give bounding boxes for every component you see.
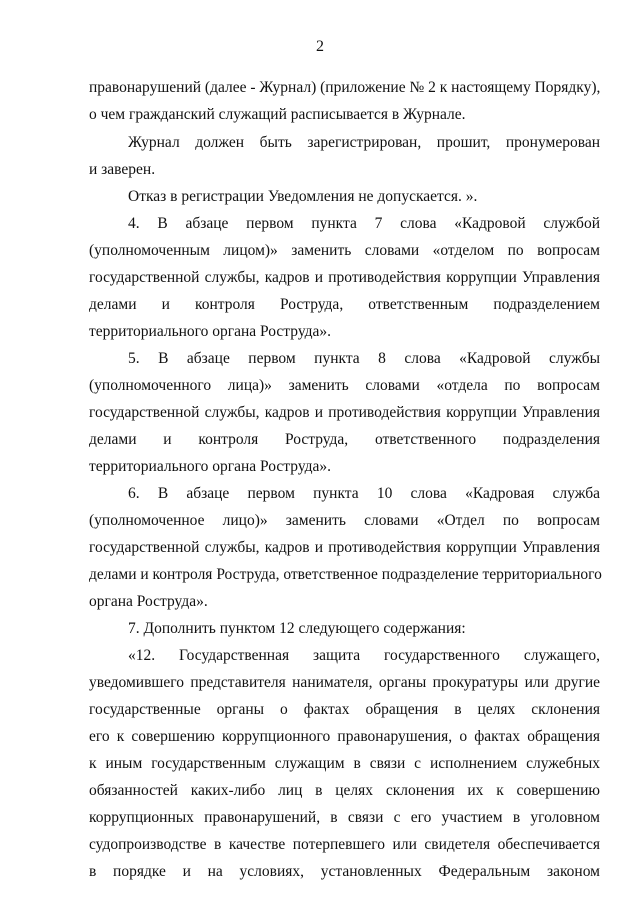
text-line: делами и контроля Роструда, ответственного подразделения <box>89 431 600 448</box>
text-line: 7. Дополнить пунктом 12 следующего содержания: <box>128 620 466 637</box>
text-line: судопроизводстве в качестве потерпевшего или свидетеля обеспечивается <box>89 836 600 853</box>
text-line: государственные органы о фактах обращения в целях склонения <box>89 701 600 718</box>
text-line: делами и контроля Роструда, ответственным подразделением <box>89 296 600 313</box>
page-number: 2 <box>316 38 324 55</box>
text-line: уведомившего представителя нанимателя, органы прокуратуры или другие <box>89 674 600 691</box>
text-line: Журнал должен быть зарегистрирован, прошит, пронумерован <box>128 134 600 151</box>
text-line: территориального органа Роструда». <box>89 323 331 340</box>
text-line: делами и контроля Роструда, ответственное подразделение территориального <box>89 566 602 583</box>
text-line: Отказ в регистрации Уведомления не допускается. ». <box>128 188 478 205</box>
text-line: 6. В абзаце первом пункта 10 слова «Кадровая служба <box>128 485 600 502</box>
text-line: «12. Государственная защита государственного служащего, <box>128 647 600 664</box>
text-line: государственной службы, кадров и противодействия коррупции Управления <box>89 269 600 286</box>
text-line: и заверен. <box>89 161 156 178</box>
text-line: (уполномоченным лицом)» заменить словами «отделом по вопросам <box>89 242 600 259</box>
text-line: государственной службы, кадров и противодействия коррупции Управления <box>89 539 600 556</box>
text-line: государственной службы, кадров и противодействия коррупции Управления <box>89 404 600 421</box>
text-line: органа Роструда». <box>89 593 208 610</box>
text-line: обязанностей каких-либо лиц в целях склонения их к совершению <box>89 782 600 799</box>
text-line: территориального органа Роструда». <box>89 458 331 475</box>
text-line: 4. В абзаце первом пункта 7 слова «Кадровой службой <box>128 215 600 232</box>
text-line: (уполномоченное лицо)» заменить словами «Отдел по вопросам <box>89 512 600 529</box>
text-line: правонарушений (далее - Журнал) (приложение № 2 к настоящему Порядку), <box>89 79 601 96</box>
text-line: (уполномоченного лица)» заменить словами «отдела по вопросам <box>89 377 600 394</box>
text-line: 5. В абзаце первом пункта 8 слова «Кадровой службы <box>128 350 600 367</box>
text-line: его к совершению коррупционного правонарушения, о фактах обращения <box>89 728 600 745</box>
text-line: в порядке и на условиях, установленных Федеральным законом <box>89 863 600 880</box>
text-line: к иным государственным служащим в связи с исполнением служебных <box>89 755 600 772</box>
text-line: о чем гражданский служащий расписывается в Журнале. <box>89 106 466 123</box>
text-line: коррупционных правонарушений, в связи с его участием в уголовном <box>89 809 600 826</box>
